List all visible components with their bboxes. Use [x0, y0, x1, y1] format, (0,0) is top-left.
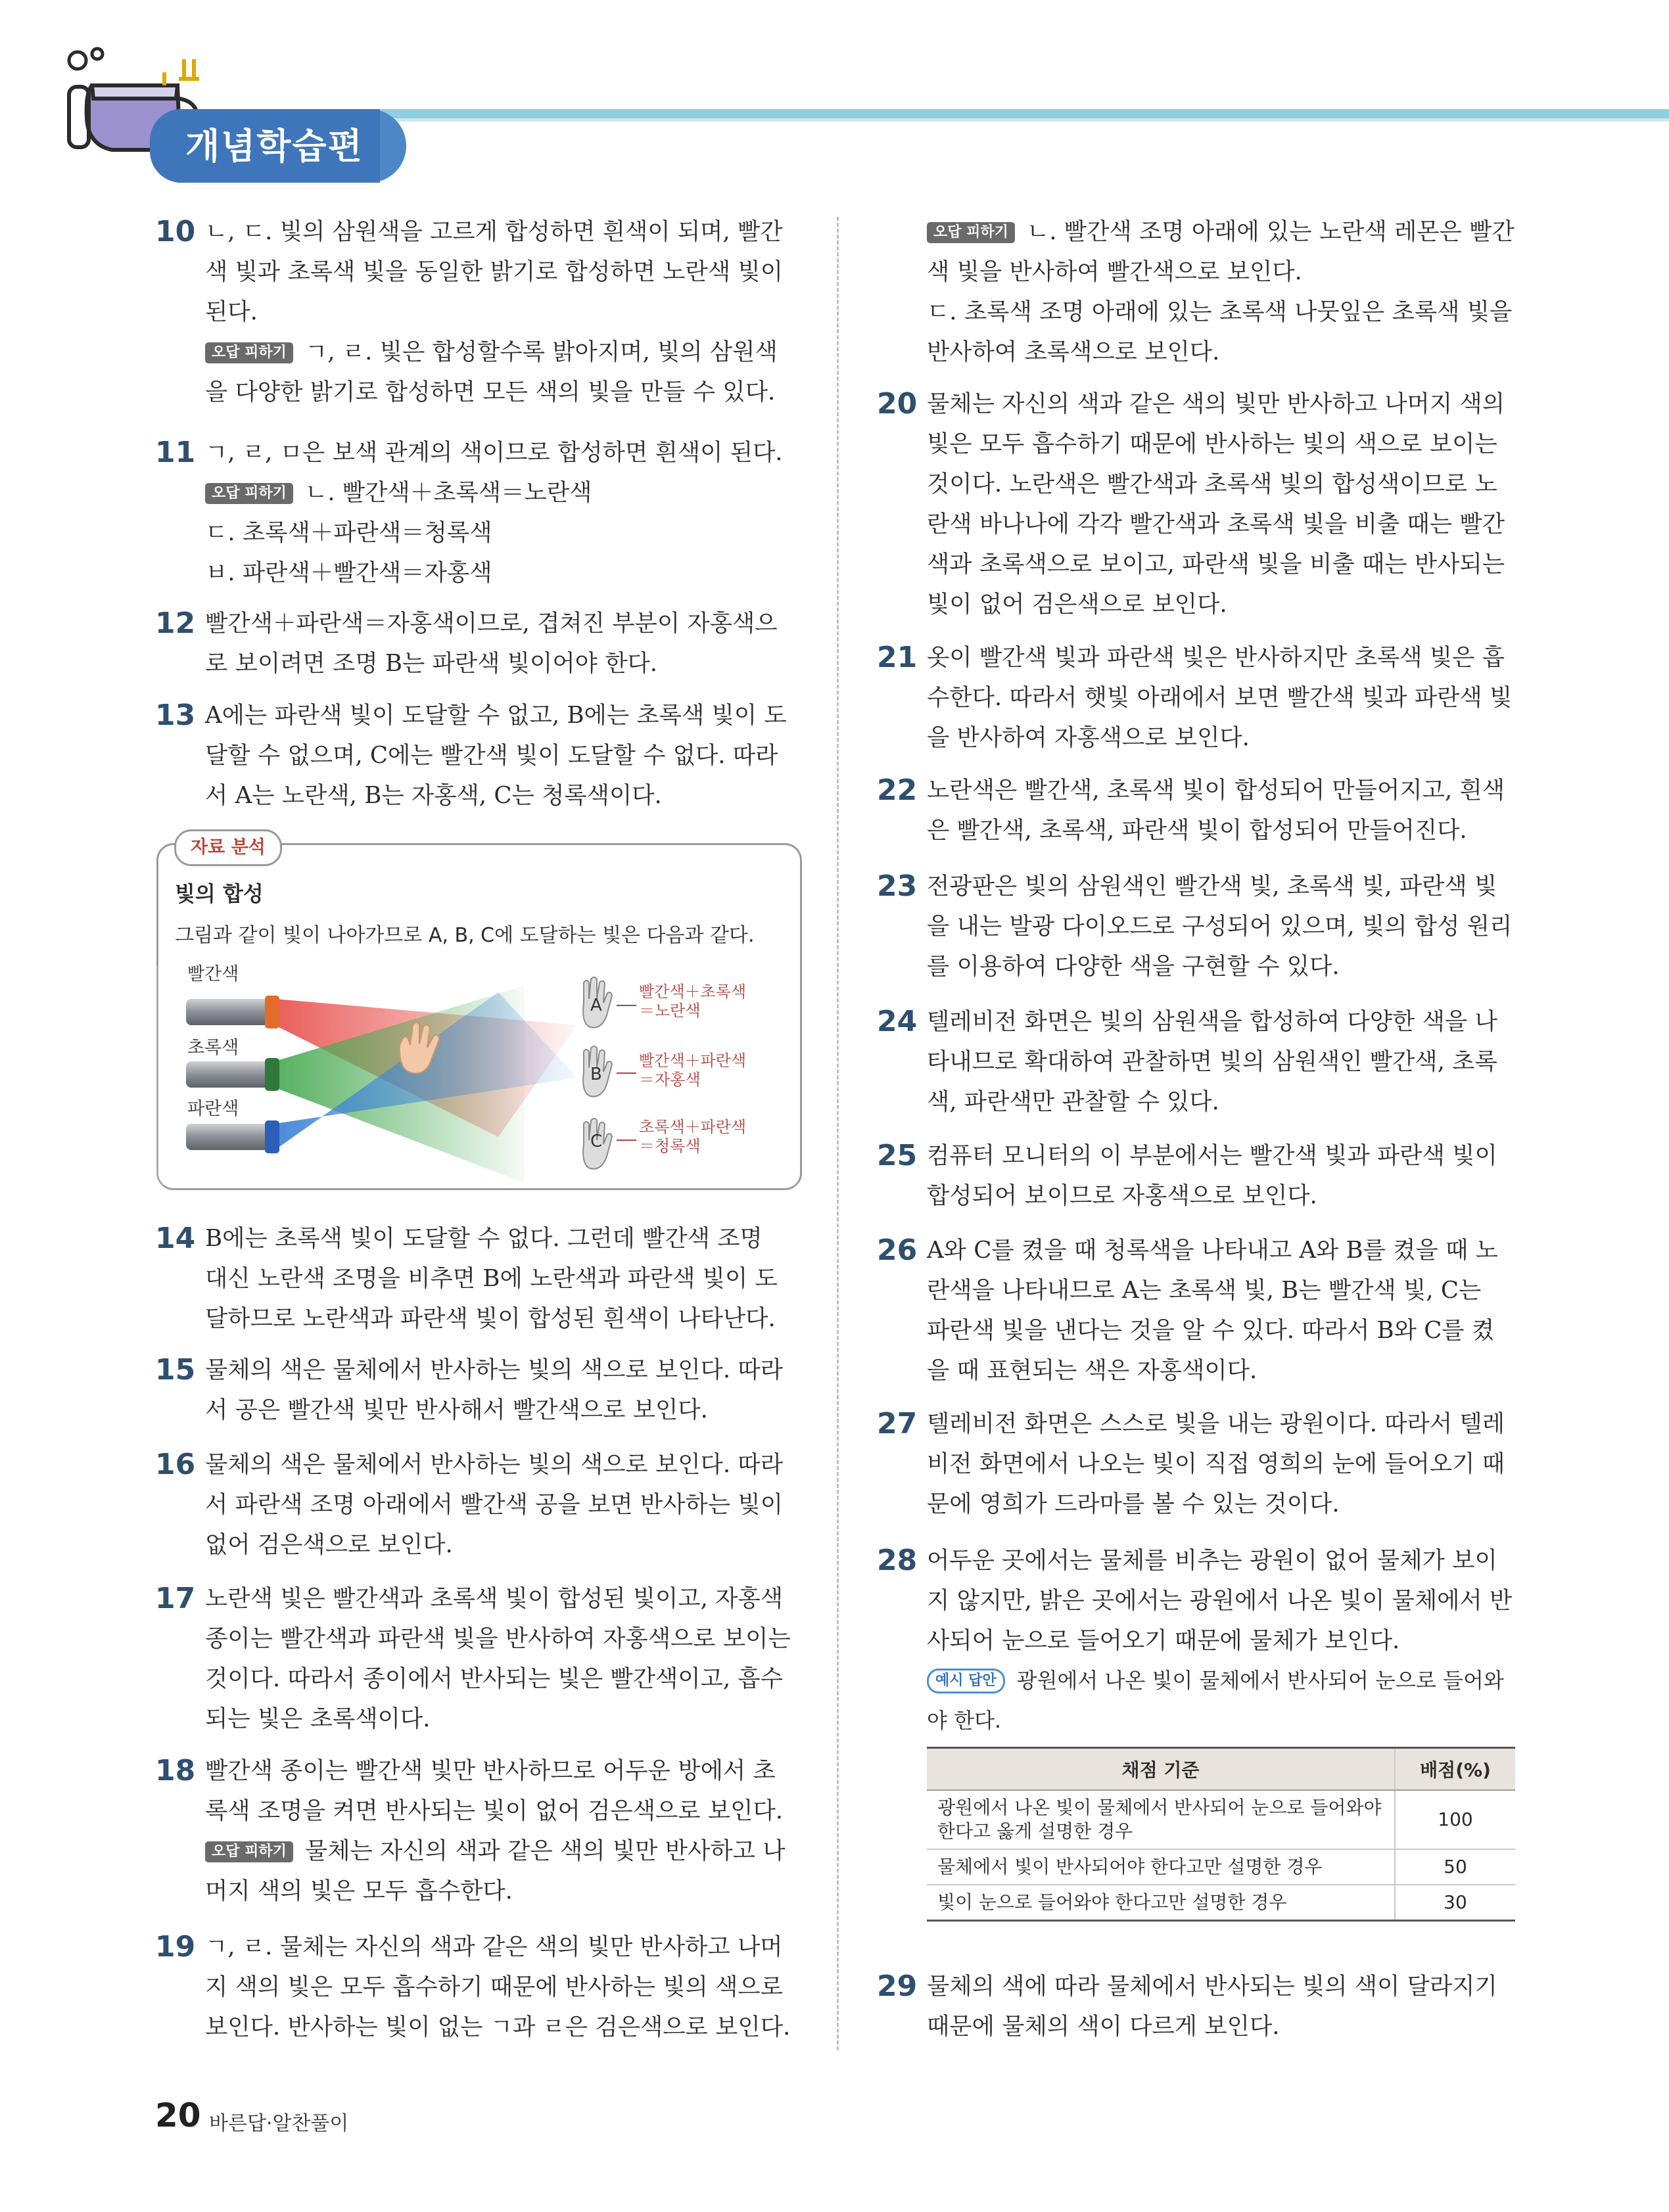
score-cell: 30	[1395, 1885, 1515, 1921]
text-line: 되는 빛은 초록색이다.	[205, 1705, 431, 1732]
text-line: 를 이용하여 다양한 색을 구현할 수 있다.	[927, 953, 1340, 980]
score-cell: 50	[1395, 1849, 1515, 1885]
analysis-heading: 빛의 합성	[175, 881, 264, 906]
text-line: 색과 초록색으로 보이고, 파란색 빛을 비출 때는 반사되는	[927, 551, 1505, 578]
item-number: 27	[877, 1407, 918, 1440]
text-line: 물체의 색에 따라 물체에서 반사되는 빛의 색이 달라지기	[927, 1973, 1497, 2000]
text-line: 서 A는 노란색, B는 자홍색, C는 청록색이다.	[205, 782, 662, 809]
text-line: 수한다. 따라서 햇빛 아래에서 보면 빨간색 빛과 파란색 빛	[927, 684, 1513, 711]
text-line: 색 빛을 반사하여 빨간색으로 보인다.	[927, 258, 1302, 285]
red-flashlight	[186, 996, 279, 1028]
grading-table	[927, 1747, 1515, 1922]
text-line: 달하므로 노란색과 파란색 빛이 합성된 흰색이 나타난다.	[205, 1305, 776, 1332]
table-row	[927, 1790, 1515, 1849]
text-line: 광원에서 나온 빛이 물체에서 반사되어 눈으로 들어와	[1016, 1668, 1504, 1693]
grading-header-score: 배점(%)	[1395, 1748, 1515, 1791]
wrong-answer-tag: 오답 피하기	[205, 342, 293, 363]
text-line: 것이다. 노란색은 빨간색과 초록색 빛의 합성색이므로 노	[927, 471, 1497, 497]
text-line: 머지 색의 빛은 모두 흡수한다.	[205, 1878, 513, 1904]
blue-flashlight	[186, 1120, 279, 1153]
text-line: 서 공은 빨간색 빛만 반사해서 빨간색으로 보인다.	[205, 1396, 708, 1423]
table-row	[927, 1885, 1515, 1921]
item-number: 28	[877, 1544, 918, 1577]
text-line: B에는 초록색 빛이 도달할 수 없다. 그런데 빨간색 조명	[205, 1225, 763, 1252]
book-title: 바른답·알찬풀이	[209, 2112, 349, 2135]
text-line: 종이는 빨간색과 파란색 빛을 반사하여 자홍색으로 보이는	[205, 1625, 791, 1652]
result-label-c: 초록색＋파란색 ＝청록색	[639, 1118, 747, 1155]
text-line: 노란색 빛은 빨간색과 초록색 빛이 합성된 빛이고, 자홍색	[205, 1585, 784, 1612]
item-number: 11	[155, 436, 196, 469]
text-line: 때문에 물체의 색이 다르게 보인다.	[927, 2013, 1280, 2040]
text-line: ㄷ. 초록색 조명 아래에 있는 초록색 나뭇잎은 초록색 빛을	[927, 298, 1513, 325]
text-line: 야 한다.	[927, 1708, 1002, 1733]
wrong-answer-tag: 오답 피하기	[205, 483, 293, 504]
text-line: 타내므로 확대하여 관찰하면 빛의 삼원색인 빨간색, 초록	[927, 1048, 1497, 1075]
text-line: 대신 노란색 조명을 비추면 B에 노란색과 파란색 빛이 도	[205, 1265, 778, 1292]
item-number: 29	[877, 1970, 918, 2003]
text-line: 텔레비전 화면은 빛의 삼원색을 합성하여 다양한 색을 나	[927, 1008, 1497, 1035]
item-number: 13	[155, 699, 196, 732]
text-line: 비전 화면에서 나오는 빛이 직접 영희의 눈에 들어오기 때	[927, 1450, 1505, 1477]
text-line: ㅂ. 파란색＋빨간색＝자홍색	[205, 559, 492, 586]
text-line: 지 색의 빛은 모두 흡수하기 때문에 반사하는 빛의 색으로	[205, 1973, 784, 2000]
item-number: 26	[877, 1233, 918, 1267]
point-letter-b: B	[590, 1065, 602, 1084]
flashlight-label-blue: 파란색	[187, 1099, 239, 1119]
text-line: 사되어 눈으로 들어오기 때문에 물체가 보인다.	[927, 1627, 1400, 1654]
section-title: 개념학습편	[185, 126, 364, 167]
text-line: 란색을 나타내므로 A는 초록색 빛, B는 빨간색 빛, C는	[927, 1277, 1482, 1304]
text-line: 물체의 색은 물체에서 반사하는 빛의 색으로 보인다. 따라	[205, 1451, 784, 1478]
sample-answer-tag: 예시 답안	[927, 1669, 1005, 1694]
criterion-cell: 물체에서 빛이 반사되어야 한다고만 설명한 경우	[927, 1849, 1395, 1885]
page-number: 20	[155, 2096, 201, 2134]
flashlight-label-red: 빨간색	[187, 964, 239, 984]
header-rule	[368, 109, 1669, 118]
item-number: 16	[155, 1448, 196, 1481]
wrong-answer-tag: 오답 피하기	[927, 222, 1015, 243]
item-number: 24	[877, 1005, 918, 1038]
text-line: ㄴ. 빨간색 조명 아래에 있는 노란색 레몬은 빨간	[1026, 218, 1515, 245]
text-line: 파란색 빛을 낸다는 것을 알 수 있다. 따라서 B와 C를 켰	[927, 1317, 1495, 1344]
item-number: 25	[877, 1139, 918, 1172]
criterion-cell: 광원에서 나온 빛이 물체에서 반사되어 눈으로 들어와야 한다고 옳게 설명한 경우	[927, 1790, 1395, 1849]
text-line: 빛이 없어 검은색으로 보인다.	[927, 591, 1227, 618]
text-line: ㄱ, ㄹ. 빛은 합성할수록 밝아지며, 빛의 삼원색	[304, 338, 778, 365]
flashlight-label-green: 초록색	[187, 1038, 239, 1058]
text-line: A에는 파란색 빛이 도달할 수 없고, B에는 초록색 빛이 도	[205, 702, 787, 729]
text-line: 색, 파란색만 관찰할 수 있다.	[927, 1088, 1219, 1115]
text-line: 전광판은 빛의 삼원색인 빨간색 빛, 초록색 빛, 파란색 빛	[927, 873, 1497, 900]
text-line: 어두운 곳에서는 물체를 비추는 광원이 없어 물체가 보이	[927, 1547, 1497, 1574]
text-line: 을 다양한 밝기로 합성하면 모든 색의 빛을 만들 수 있다.	[205, 379, 776, 405]
item-number: 19	[155, 1930, 196, 1964]
text-line: 서 파란색 조명 아래에서 빨간색 공을 보면 반사하는 빛이	[205, 1491, 784, 1518]
text-line: 을 반사하여 자홍색으로 보인다.	[927, 724, 1250, 751]
grading-header-criterion: 채점 기준	[927, 1748, 1395, 1791]
text-line: 빨간색 종이는 빨간색 빛만 반사하므로 어두운 방에서 초	[205, 1757, 776, 1784]
table-row	[927, 1849, 1515, 1885]
text-line: ㄴ, ㄷ. 빛의 삼원색을 고르게 합성하면 흰색이 되며, 빨간	[205, 218, 783, 245]
text-line: 을 때 표현되는 색은 자홍색이다.	[927, 1357, 1258, 1384]
header-rule-shadow	[368, 118, 1669, 122]
text-line: 빨간색＋파란색＝자홍색이므로, 겹쳐진 부분이 자홍색으	[205, 610, 778, 637]
text-line: 물체의 색은 물체에서 반사하는 빛의 색으로 보인다. 따라	[205, 1356, 784, 1383]
point-letter-c: C	[590, 1132, 603, 1151]
text-line: 옷이 빨간색 빛과 파란색 빛은 반사하지만 초록색 빛은 흡	[927, 644, 1505, 671]
wrong-answer-tag: 오답 피하기	[205, 1841, 293, 1862]
item-number: 10	[155, 215, 196, 248]
criterion-cell: 빛이 눈으로 들어와야 한다고만 설명한 경우	[927, 1885, 1395, 1921]
column-divider	[837, 217, 839, 2050]
text-line: 합성되어 보이므로 자홍색으로 보인다.	[927, 1182, 1317, 1209]
text-line: 빛은 모두 흡수하기 때문에 반사하는 빛의 색으로 보이는	[927, 430, 1497, 457]
score-cell: 100	[1395, 1790, 1515, 1849]
text-line: 노란색은 빨간색, 초록색 빛이 합성되어 만들어지고, 흰색	[927, 777, 1505, 804]
text-line: 달할 수 없으며, C에는 빨간색 빛이 도달할 수 없다. 따라	[205, 742, 778, 769]
text-line: 로 보이려면 조명 B는 파란색 빛이어야 한다.	[205, 650, 658, 677]
item-number: 20	[877, 387, 918, 421]
text-line: A와 C를 켰을 때 청록색을 나타내고 A와 B를 켰을 때 노	[927, 1237, 1498, 1264]
item-number: 17	[155, 1582, 196, 1615]
item-number: 21	[877, 641, 918, 674]
text-line: 록색 조명을 켜면 반사되는 빛이 없어 검은색으로 보인다.	[205, 1797, 784, 1824]
text-line: 텔레비전 화면은 스스로 빛을 내는 광원이다. 따라서 텔레	[927, 1410, 1505, 1437]
item-number: 15	[155, 1353, 196, 1387]
point-letter-a: A	[590, 996, 602, 1015]
text-line: 없어 검은색으로 보인다.	[205, 1531, 453, 1558]
text-line: ㄴ. 빨간색＋초록색＝노란색	[304, 479, 592, 506]
text-line: 물체는 자신의 색과 같은 색의 빛만 반사하고 나머지 색의	[927, 390, 1505, 417]
text-line: 문에 영희가 드라마를 볼 수 있는 것이다.	[927, 1490, 1340, 1517]
green-flashlight	[186, 1058, 279, 1091]
text-line: 지 않지만, 밝은 곳에서는 광원에서 나온 빛이 물체에서 반	[927, 1587, 1513, 1614]
result-label-b: 빨간색＋파란색 ＝자홍색	[639, 1051, 747, 1089]
text-line: 색 빛과 초록색 빛을 동일한 밝기로 합성하면 노란색 빛이	[205, 258, 784, 285]
data-analysis-tag: 자료 분석	[174, 829, 282, 866]
text-line: ㄱ, ㄹ, ㅁ은 보색 관계의 색이므로 합성하면 흰색이 된다.	[205, 439, 783, 466]
text-line: 을 내는 발광 다이오드로 구성되어 있으며, 빛의 합성 원리	[927, 913, 1513, 940]
text-line: 컴퓨터 모니터의 이 부분에서는 빨간색 빛과 파란색 빛이	[927, 1142, 1497, 1169]
text-line: 반사하여 초록색으로 보인다.	[927, 338, 1220, 365]
text-line: ㄱ, ㄹ. 물체는 자신의 색과 같은 색의 빛만 반사하고 나머	[205, 1933, 783, 1960]
result-label-a: 빨간색＋초록색 ＝노란색	[639, 982, 747, 1020]
analysis-description: 그림과 같이 빛이 나아가므로 A, B, C에 도달하는 빛은 다음과 같다.	[175, 924, 755, 947]
item-number: 22	[877, 773, 918, 807]
text-line: 것이다. 따라서 종이에서 반사되는 빛은 빨간색이고, 흡수	[205, 1665, 784, 1692]
text-line: ㄷ. 초록색＋파란색＝청록색	[205, 519, 492, 546]
item-number: 23	[877, 869, 918, 903]
text-line: 란색 바나나에 각각 빨간색과 초록색 빛을 비출 때는 빨간	[927, 511, 1505, 538]
item-number: 18	[155, 1754, 196, 1787]
item-number: 14	[155, 1222, 196, 1255]
text-line: 은 빨간색, 초록색, 파란색 빛이 합성되어 만들어진다.	[927, 817, 1467, 844]
text-line: 된다.	[205, 298, 258, 325]
text-line: 보인다. 반사하는 빛이 없는 ㄱ과 ㄹ은 검은색으로 보인다.	[205, 2014, 791, 2040]
text-line: 물체는 자신의 색과 같은 색의 빛만 반사하고 나	[304, 1837, 786, 1864]
item-number: 12	[155, 607, 196, 640]
